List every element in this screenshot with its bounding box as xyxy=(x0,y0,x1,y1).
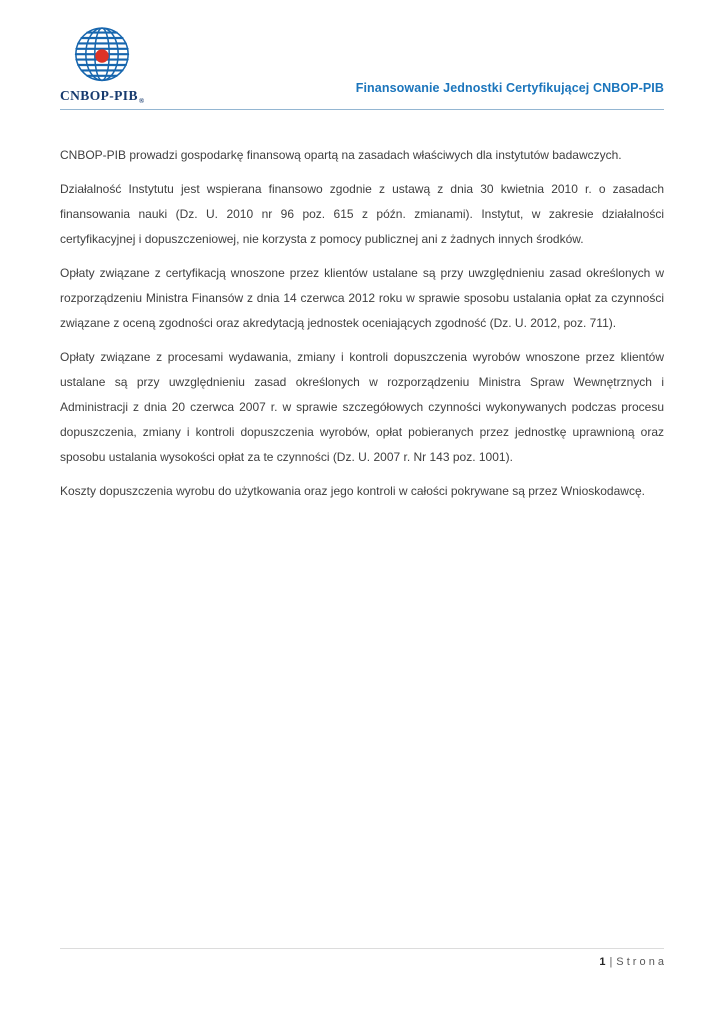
page-footer xyxy=(60,948,664,968)
header-divider xyxy=(60,109,664,110)
globe-logo-icon xyxy=(66,26,138,86)
paragraph: CNBOP-PIB prowadzi gospodarkę finansową opartą na zasadach właściwych dla instytutów badawczych. xyxy=(60,148,622,162)
document-body xyxy=(60,143,664,513)
paragraph: Koszty dopuszczenia wyrobu do użytkowania oraz jego kontroli w całości pokrywane są przez Wnioskodawcę. xyxy=(60,484,645,498)
footer-page-label: S t r o n a xyxy=(616,956,664,968)
footer-separator: | xyxy=(609,956,613,968)
paragraph: Opłaty związane z procesami wydawania, zmiany i kontroli dopuszczenia wyrobów wnoszone przez klientów ustalane są przy uwzględnieniu zasad określonych w rozporządzeniu Ministra Spraw Wewnętrznych i Administracji z dnia 20 czerwca 2007 r. w sprawie szczegółowych czynności wykonywanych podczas procesu dopuszczenia, zmiany i kontroli dopuszczenia wyrobów, opłat pobieranych przez jednostkę uprawnioną oraz sposobu ustalania wysokości opłat za te czynności (Dz. U. 2007 r. Nr 143 poz. 1001). xyxy=(60,350,664,464)
registered-trademark-symbol: ® xyxy=(138,97,145,105)
page-title: Finansowanie Jednostki Certyfikującej CNBOP-PIB xyxy=(355,81,664,95)
page-number: 1 xyxy=(599,956,606,968)
logo-wordmark-text: CNBOP-PIB xyxy=(60,88,138,103)
paragraph: Opłaty związane z certyfikacją wnoszone przez klientów ustalane są przy uwzględnieniu zasad określonych w rozporządzeniu Ministra Finansów z dnia 14 czerwca 2012 roku w sprawie sposobu ustalania opłat za czynności związane z oceną zgodności oraz akredytacją jednostek oceniających zgodność (Dz. U. 2012, poz. 711). xyxy=(60,266,664,330)
logo-wordmark xyxy=(60,88,144,104)
page-header xyxy=(60,0,664,110)
paragraph: Działalność Instytutu jest wspierana finansowo zgodnie z ustawą z dnia 30 kwietnia 2010 r. o zasadach finansowania nauki (Dz. U. 2010 nr 96 poz. 615 z późn. zmianami). Instytut, w zakresie działalności certyfikacyjnej i dopuszczeniowej, nie korzysta z pomocy publicznej ani z żadnych innych środków. xyxy=(60,182,664,246)
cnbop-pib-logo xyxy=(60,26,144,104)
